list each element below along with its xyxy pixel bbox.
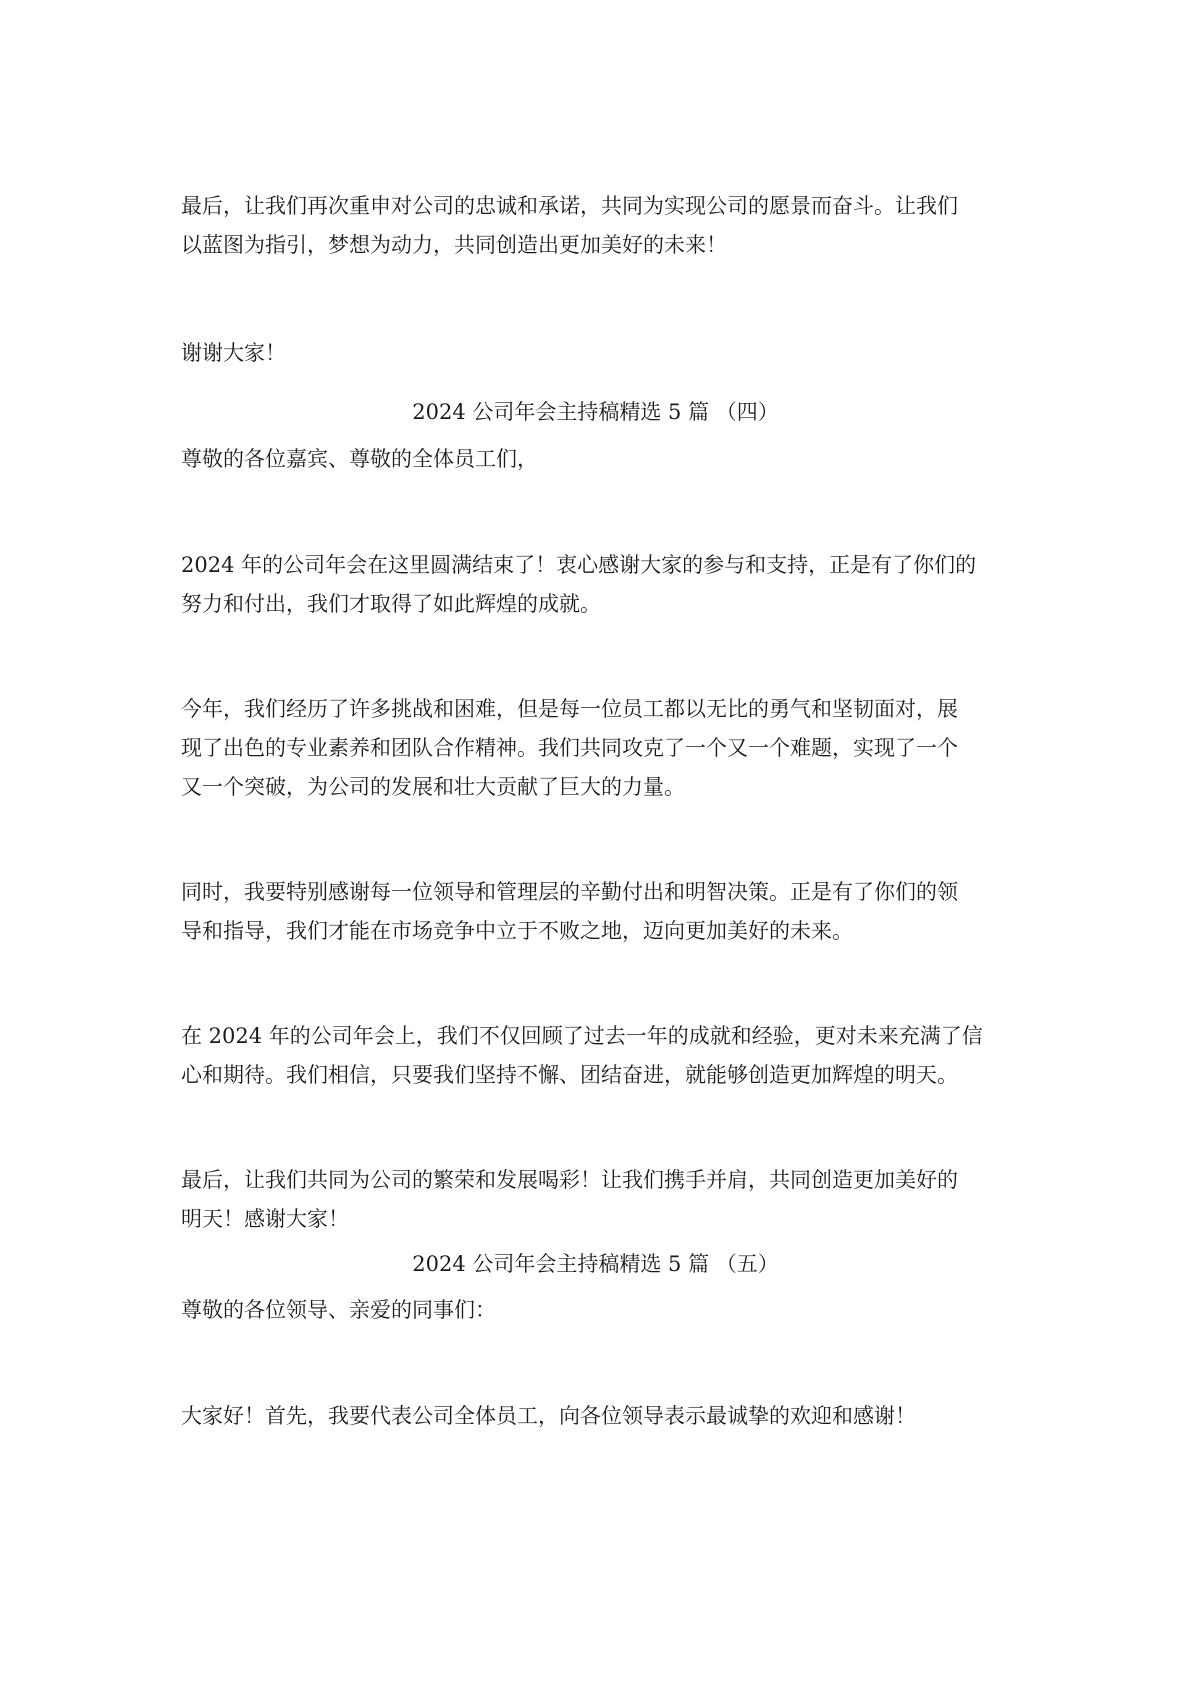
text-line: 今年，我们经历了许多挑战和困难，但是每一位员工都以无比的勇气和坚韧面对，展 — [181, 697, 958, 721]
section-heading-five: 2024 公司年会主持稿精选 5 篇 （五） — [412, 1252, 779, 1276]
paragraph-final-cheer — [181, 1161, 1021, 1239]
text-line: 同时，我要特别感谢每一位领导和管理层的辛勤付出和明智决策。正是有了你们的领 — [181, 880, 958, 904]
text-line: 尊敬的各位嘉宾、尊敬的全体员工们， — [181, 447, 538, 471]
paragraph-leadership-thanks — [181, 873, 1021, 951]
paragraph-greeting-guests — [181, 440, 1021, 479]
text-line: 谢谢大家！ — [181, 341, 286, 365]
text-line: 尊敬的各位领导、亲爱的同事们： — [181, 1298, 496, 1322]
paragraph-welcome — [181, 1397, 1021, 1436]
text-line: 大家好！首先，我要代表公司全体员工，向各位领导表示最诚挚的欢迎和感谢！ — [181, 1404, 916, 1428]
paragraph-closing-commitment — [181, 187, 1021, 265]
text-line: 最后，让我们共同为公司的繁荣和发展喝彩！让我们携手并肩，共同创造更加美好的 — [181, 1168, 958, 1192]
paragraph-annual-meeting-end — [181, 546, 1021, 624]
text-line: 现了出色的专业素养和团队合作精神。我们共同攻克了一个又一个难题，实现了一个 — [181, 736, 958, 760]
paragraph-review-and-outlook — [181, 1017, 1021, 1095]
text-line: 心和期待。我们相信，只要我们坚持不懈、团结奋进，就能够创造更加辉煌的明天。 — [181, 1063, 958, 1087]
text-line: 努力和付出，我们才取得了如此辉煌的成就。 — [181, 592, 601, 616]
paragraph-greeting-leaders — [181, 1291, 1021, 1330]
paragraph-challenges — [181, 690, 1021, 807]
text-line: 在 2024 年的公司年会上，我们不仅回顾了过去一年的成就和经验，更对未来充满了信 — [181, 1024, 983, 1048]
section-heading-four: 2024 公司年会主持稿精选 5 篇 （四） — [412, 400, 779, 424]
text-line: 以蓝图为指引，梦想为动力，共同创造出更加美好的未来！ — [181, 233, 727, 257]
text-line: 又一个突破，为公司的发展和壮大贡献了巨大的力量。 — [181, 775, 685, 799]
text-line: 导和指导，我们才能在市场竞争中立于不败之地，迈向更加美好的未来。 — [181, 919, 853, 943]
text-line: 2024 年的公司年会在这里圆满结束了！衷心感谢大家的参与和支持，正是有了你们的 — [181, 553, 977, 577]
paragraph-thanks — [181, 334, 1021, 373]
text-line: 明天！感谢大家！ — [181, 1207, 349, 1231]
text-line: 最后，让我们再次重申对公司的忠诚和承诺，共同为实现公司的愿景而奋斗。让我们 — [181, 194, 958, 218]
